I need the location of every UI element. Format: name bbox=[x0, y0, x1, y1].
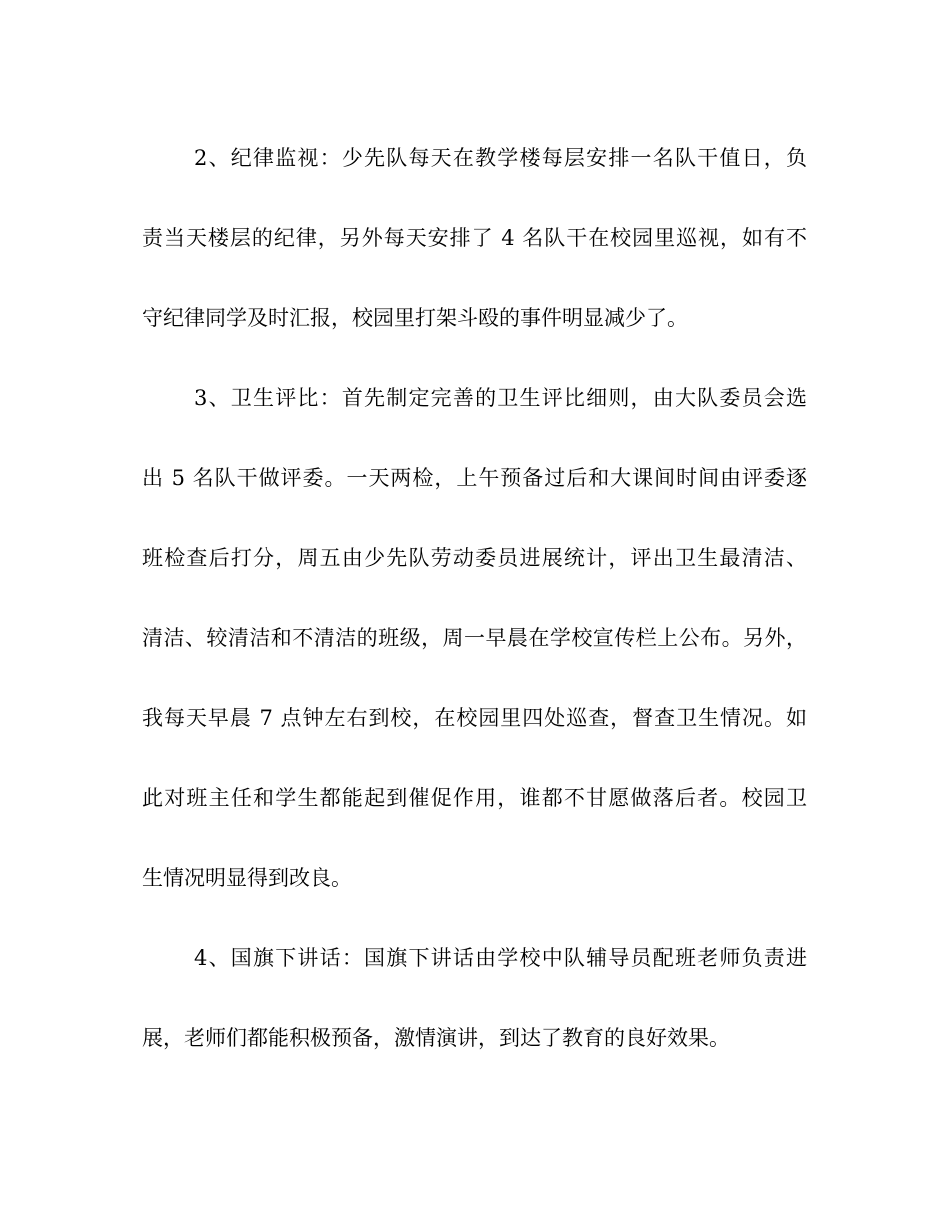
text-line: 2、纪律监视：少先队每天在教学楼每层安排一名队干值日，负 bbox=[194, 146, 807, 170]
paragraph-discipline-monitoring bbox=[142, 138, 807, 338]
paragraph-flag-speech bbox=[142, 938, 807, 1058]
text-line: 责当天楼层的纪律，另外每天安排了 4 名队干在校园里巡视，如有不 bbox=[142, 226, 807, 250]
paragraph-hygiene-evaluation bbox=[142, 378, 807, 898]
text-line: 展，老师们都能积极预备，激情演讲，到达了教育的良好效果。 bbox=[142, 1026, 730, 1050]
text-line: 生情况明显得到改良。 bbox=[142, 866, 352, 890]
text-line: 班检查后打分，周五由少先队劳动委员进展统计，评出卫生最清洁、 bbox=[142, 546, 807, 570]
document-body bbox=[142, 138, 807, 1098]
text-line: 此对班主任和学生都能起到催促作用，谁都不甘愿做落后者。校园卫 bbox=[142, 786, 807, 810]
text-line: 4、国旗下讲话：国旗下讲话由学校中队辅导员配班老师负责进 bbox=[194, 946, 807, 970]
text-line: 清洁、较清洁和不清洁的班级，周一早晨在学校宣传栏上公布。另外， bbox=[142, 626, 807, 650]
text-line: 3、卫生评比：首先制定完善的卫生评比细则，由大队委员会选 bbox=[194, 386, 807, 410]
text-line: 守纪律同学及时汇报，校园里打架斗殴的事件明显减少了。 bbox=[142, 306, 688, 330]
text-line: 出 5 名队干做评委。一天两检，上午预备过后和大课间时间由评委逐 bbox=[142, 466, 807, 490]
text-line: 我每天早晨 7 点钟左右到校，在校园里四处巡查，督查卫生情况。如 bbox=[142, 706, 807, 730]
